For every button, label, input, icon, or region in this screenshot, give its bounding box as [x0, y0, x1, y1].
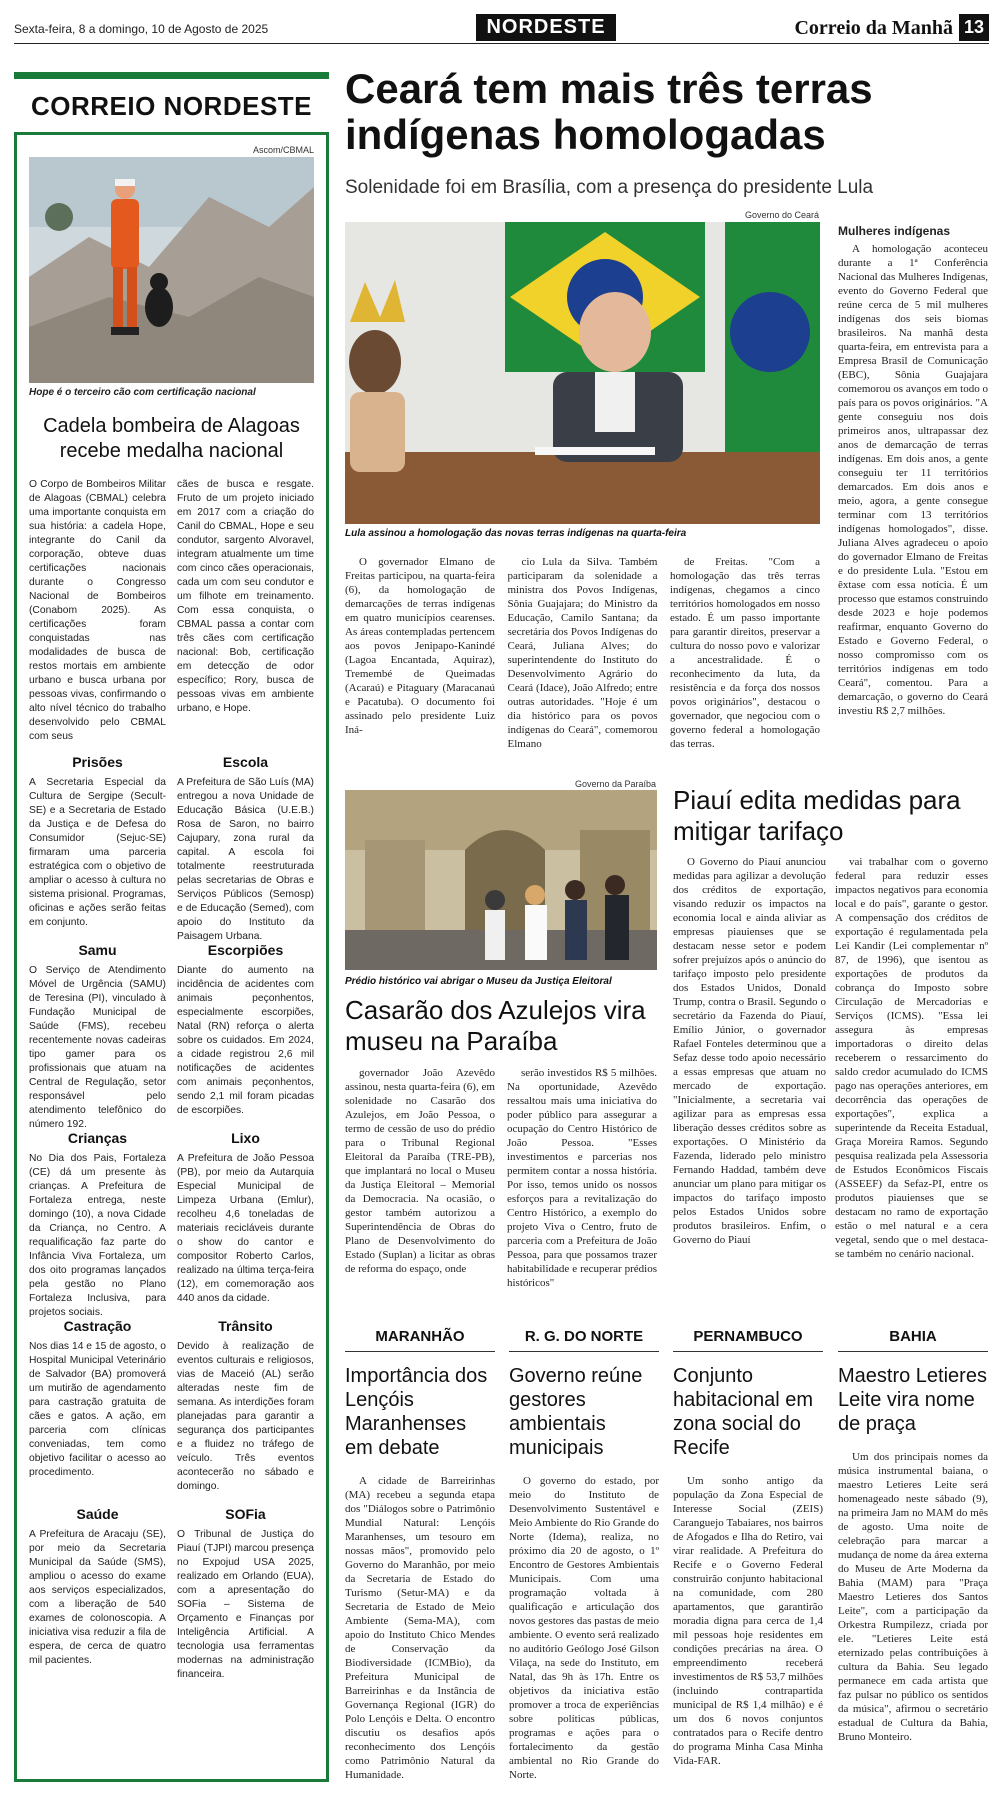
paragraph: governador João Azevêdo assinou, nesta quarta-feira (6), em solenidade no Casarão dos Azulejos, em João Pessoa, o termo de cessão de uso do prédio para o Tribunal Regional Eleitoral da Paraíba (TRE-PB), que implantará no local o Museu da Justiça Eleitoral – Memorial da Democracia. Na ocasião, o gestor também autorizou a Superintendência de Obras do Plano de Desenvolvimento do Estado (Suplan) a licitar as obras de reforma do espaço, onde [345, 1067, 495, 1275]
newspaper-logo: Correio da Manhã [794, 17, 953, 39]
piaui-headline: Piauí edita medidas para mitigar tarifaço [673, 785, 961, 846]
brief-transito [177, 1308, 314, 1496]
photo-caption: Hope é o terceiro cão com certificação nacional [29, 387, 256, 398]
paragraph: de Freitas. "Com a homologação das três terras indígenas, chegamos a cinco territórios homologados em nosso estado. É um passo importante para garantir direitos, preservar a cultura do nosso povo e valorizar a ancestralidade. É o reconhecimento da luta, da resistência e da força dos nossos povos originários", destacou o governador, que negociou com o governo federal a homologação das terras. [670, 556, 820, 750]
brief-criancas [29, 1120, 166, 1318]
brief-title: Lixo [231, 1130, 260, 1146]
sidebar-accent-bar [14, 72, 329, 79]
piaui-body [673, 855, 988, 1318]
sidebar-title: CORREIO NORDESTE [30, 91, 313, 121]
sidebar-headline: Cadela bombeira de Alagoas recebe medalha nacional [43, 415, 300, 462]
main-body-col3 [670, 555, 820, 767]
brief-title: Saúde [76, 1506, 119, 1522]
region-label: MARANHÃO [345, 1328, 495, 1352]
regional-bahia [838, 1328, 988, 1783]
region-headline: Governo reúne gestores ambientais municipais [509, 1365, 643, 1459]
casarao-col2 [507, 1066, 657, 1318]
historic-building-illustration [345, 790, 657, 970]
piaui-col2 [835, 855, 988, 1318]
region-text: O governo do estado, por meio do Instituto de Desenvolvimento Sustentável e Meio Ambiente do Rio Grande do Norte (Idema), realiza, no próximo dia 20 de agosto, o 1º Encontro de Gestores Ambientais Municipais. Com uma programação voltada à qualificação e articulação dos novos gestores das pastas de meio ambiente. O evento será realizado no auditório Geólogo José Gilson Vilaça, na sede do Instituto, em Natal, das 9h às 17h. Entre os objetivos da iniciativa estão promover a troca de experiências sobre políticas públicas, programas e ações para o fortalecimento da gestão ambiental no Rio Grande do Norte. [509, 1475, 660, 1781]
page-header [14, 14, 989, 44]
brief-text: Nos dias 14 e 15 de agosto, o Hospital Municipal Veterinário de Salvador (BA) promoverá um mutirão de agendamento para castração gratuita de cães e gatos. A ação, em parceria com clínicas conveniadas, tem como objetivo facilitar o acesso ao procedimento. [29, 1341, 166, 1478]
brief-saude [29, 1496, 166, 1684]
region-text: A cidade de Barreirinhas (MA) recebeu a segunda etapa dos "Diálogos sobre o Patrimônio Mundial Natural: Lençóis Maranhenses, um tesouro em nossas mãos", promovido pelo Governo do Maranhão, por meio da Secretaria de Estado do Turismo (Setur-MA) e da Secretaria de Estado de Meio Ambiente (Sema-MA), com apoio do Instituto Chico Mendes de Conservação da Biodiversidade (ICMBio), da Prefeitura Municipal de Barreirinhas e da Instância de Governança Regional (IGR) do Polo Lençóis e Delta. O encontro discutiu os desafios após reconhecimento dos Lençóis como Patrimônio Natural da Humanidade. [345, 1475, 495, 1781]
brief-title: SOFia [225, 1506, 266, 1522]
brief-text: Devido à realização de eventos culturais e religiosos, vias de Maceió (AL) serão alteradas neste fim de semana. As interdições foram planejadas para garantir a segurança dos participantes e a fluidez no tráfego de veículo. Três eventos acontecerão no sábado e domingo. [177, 1341, 314, 1492]
brief-lixo [177, 1120, 314, 1308]
brief-text: O Serviço de Atendimento Móvel de Urgência (SAMU) de Teresina (PI), vinculado à Fundação Municipal de Saúde (FMS), recebeu recentemente novas cadeiras tipo gamer para os profissionais que atuam na Central de Regulação, setor responsável pelo atendimento telefônico do número 192. [29, 965, 166, 1130]
brief-title: Crianças [67, 1130, 128, 1146]
brief-row [29, 744, 314, 942]
sidebar-lead-col2: cães de busca e resgate. Fruto de um projeto iniciado em 2017 com a criação do Canil do CBMAL, Hope e seu condutor, sargento Alvoravel, integram atualmente um time com cinco cães operacionais, cada um com seu condutor e um filhote em treinamento. Com essa conquista, o CBMAL passa a contar com três cães com certificação nacional: Bob, certificação em detecção de odor específico; Rory, busca de pessoas vivas em ambiente urbano, e Hope. [177, 479, 314, 714]
photo-credit: Governo do Ceará [745, 210, 820, 220]
casarao-photo [345, 790, 657, 970]
main-subheadline: Solenidade foi em Brasília, com a presença do presidente Lula [345, 177, 874, 198]
casarao-headline: Casarão dos Azulejos vira museu na Paraíba [345, 995, 646, 1056]
regional-maranhao [345, 1328, 495, 1783]
casarao-photo-caption: Prédio histórico vai abrigar o Museu da Justiça Eleitoral [345, 976, 612, 987]
lula-signing-photo [345, 222, 820, 524]
region-headline: Maestro Letieres Leite vira nome de praça [838, 1365, 987, 1435]
region-label: PERNAMBUCO [673, 1328, 823, 1352]
main-body-col2 [508, 555, 658, 767]
main-body [345, 555, 820, 767]
brief-castracao [29, 1308, 166, 1496]
brief-row [29, 1120, 314, 1318]
region-label: R. G. DO NORTE [509, 1328, 659, 1352]
casarao-col1 [345, 1066, 495, 1318]
brief-title: Escola [222, 754, 269, 770]
photo-credit: Ascom/CBMAL [252, 145, 314, 155]
brief-title: Castração [63, 1318, 132, 1334]
brief-text: O Tribunal de Justiça do Piauí (TJPI) marcou presença no Expojud USA 2025, realizado em Orlando (EUA), com a apresentação do SOFia – Sistema de Orçamento e Finanças por Inteligência Artificial. A tecnologia usa ferramentas modernas na administração financeira. [177, 1529, 314, 1680]
brief-text: A Prefeitura de João Pessoa (PB), por meio da Autarquia Especial Municipal de Limpeza Urbana (Emlur), recolheu 4,6 toneladas de materiais recicláveis durante o show do cantor e compositor Roberto Carlos, realizado na última terça-feira (12), em comemoração aos 440 anos da cidade. [177, 1153, 314, 1304]
brief-prisoes [29, 744, 166, 932]
edition-date: Sexta-feira, 8 a domingo, 10 de Agosto de 2025 [14, 22, 269, 36]
sidebar-box [14, 132, 329, 1782]
casarao-body [345, 1066, 657, 1318]
paragraph: O Governo do Piauí anunciou medidas para agilizar a devolução dos créditos de exportação, visando reduzir os impactos na economia local e ainda aliviar as empresas piauienses que se destacam nesse setor e podem sofrer prejuízos após o anúncio do tarifaço imposto pelo presidente dos Estados Unidos, Donald Trump, contra o Brasil. Segundo o secretário da Fazenda do Piauí, Emílio Júnior, o governador Rafael Fonteles determinou que a Sefaz desse todo apoio necessário a essas empresas que atuam no mercado de exportação. "Inicialmente, a secretaria vai agilizar para as empresas essa liberação desses créditos sobre as exportações. O Ministério da Fazenda, liderado pelo ministro Fernando Haddad, também deve anunciar um plano para mitigar os impactos do tarifaço imposto pelos Estados Unidos sobre produtos brasileiros. Enfim, o Governo do Piauí [673, 856, 826, 1246]
main-photo-caption: Lula assinou a homologação das novas terras indígenas na quarta-feira [345, 528, 687, 539]
page-number: 13 [959, 14, 989, 41]
brief-escola [177, 744, 314, 942]
region-label: BAHIA [838, 1328, 988, 1352]
sidebar-correio-nordeste [14, 72, 329, 1782]
brief-row [29, 1308, 314, 1496]
main-headline: Ceará tem mais três terras indígenas homologadas [345, 65, 873, 158]
region-text: Um dos principais nomes da música instrumental baiana, o maestro Letieres Leite será homenageado neste sábado (9), na primeira Jam no MAM do mês de agosto. Uma noite de celebração para marcar a mudança de nome da área externa do Museu de Arte Moderna da Bahia (MAM) para "Praça Maestro Letieres dos Santos Leite", com a participação da Orkestra Rumpilezz, criada por ele. "Letieres Leite está eternizado pelas contribuições à cultura da Bahia. Seu legado permanece em cada artista que faz pulsar no público os sentidos da música", afirmou o secretário estadual de Cultura da Bahia, Bruno Monteiro. [838, 1451, 988, 1743]
brief-text: Diante do aumento na incidência de acidentes com animais peçonhentos, especialmente escorpiões, Natal (RN) reforça o alerta sobre os cuidados. Em 2024, a cidade registrou 2,6 mil notificações de acidentes com animais peçonhentos, sendo 2,1 mil foram picadas de escorpiões. [177, 965, 314, 1116]
brief-text: No Dia dos Pais, Fortaleza (CE) dá um presente às crianças. A Prefeitura de Fortaleza entrega, neste domingo (10), a nova Cidade da Criança, no Centro. A requalificação faz parte do Infância Viva Fortaleza, um dos oito programas lançados pela gestão no Plano Fortaleza Inclusiva, para projetos sociais. [29, 1153, 166, 1318]
brief-text: A Secretaria Especial da Cultura de Sergipe (Secult-SE) e a Secretaria de Estado da Justiça e de Defesa do Consumidor (Sejuc-SE) firmaram uma parceria estratégica com o objetivo de ampliar o acesso à cultura no sistema prisional. Programas, oficinas e ações serão feitas em conjunto. [29, 777, 166, 928]
regional-rn [509, 1328, 659, 1783]
brief-escorpioes [177, 932, 314, 1120]
brief-title: Samu [78, 942, 117, 958]
brief-text: A Prefeitura de São Luís (MA) entregou a nova Unidade de Educação Básica (U.E.B.) Rosa de Saron, no bairro Cajupary, zona rural da capital. A escola foi totalmente reestruturada pelas secretarias de Obras e Serviços Públicos (Semosp) e de Educação (Semed), com apoio do Instituto da Paisagem Urbana. [177, 777, 314, 942]
signing-ceremony-illustration [345, 222, 820, 524]
paragraph: O governador Elmano de Freitas participou, na quarta-feira (6), da homologação de demarcações de terras indígenas em quatro municípios cearenses. As áreas contempladas pertencem aos povos Jenipapo-Kanindé (Lagoa Encantada, Aquiraz), Tremembé de Queimadas (Acaraú) e Pitaguary (Maracanaú e Pacatuba). O documento foi assinado pelo presidente Luiz Iná- [345, 556, 495, 736]
section-label: NORDESTE [476, 14, 616, 41]
brief-title: Prisões [72, 754, 123, 770]
paragraph: serão investidos R$ 5 milhões. Na oportunidade, Azevêdo ressaltou mais uma iniciativa do poder público para assegurar a ocupação do Centro Histórico de João Pessoa. "Esses investimentos e parcerias nos permitem contar a nossa história. Por isso, temos unido os nossos esforços para a revitalização do Centro Histórico, a exemplo do projeto Viva o Centro, fruto de parceria com a Prefeitura de João Pessoa, para que possamos trazer habitabilidade e recuperar prédios históricos" [507, 1067, 657, 1289]
brief-text: A Prefeitura de Aracaju (SE), por meio da Secretaria Municipal da Saúde (SMS), ampliou o acesso do exame aos serviços especializados, com a liberação de 540 exames de colonoscopia. A iniciativa visa reduzir a fila de espera, de cerca de quatro mil pacientes. [29, 1529, 166, 1666]
region-headline: Conjunto habitacional em zona social do Recife [673, 1365, 814, 1459]
photo-credit: Governo da Paraíba [575, 779, 657, 789]
region-headline: Importância dos Lençóis Maranhenses em debate [345, 1365, 488, 1459]
sidebar-lead-col1: O Corpo de Bombeiros Militar de Alagoas (CBMAL) celebra uma importante conquista em sua história: a cadela Hope, integrante do Canil da corporação, obteve duas certificações nacionais durante o Congresso Nacional de Bombeiros (Conabom 2025). As certificações foram conquistadas nas modalidades de busca de restos mortais em ambiente urbano e busca urbana por pessoas vivas, confirmando o alto nível técnico do trabalho desenvolvido pelo CBMAL com seus [29, 479, 166, 742]
brief-row [29, 1496, 314, 1684]
brief-title: Trânsito [218, 1318, 273, 1334]
column-text: A homologação aconteceu durante a 1ª Conferência Nacional das Mulheres Indígenas, evento do Governo Federal que reúne cerca de 5 mil mulheres indígenas dos seis biomas brasileiros. Na manhã desta quarta-feira, em entrevista para a Empresa Brasil de Comunicação (EBC), Sônia Guajajara comemorou os avanços em todo o país para os povos originários. "A gente conseguiu nos dois primeiros anos, ultrapassar dez anos de demarcação de terras indígenas. Em dois anos, a gente conseguiu ter 11 territórios demarcados. Em dois anos e meio, agora, a gente consegue terminar com 13 territórios indígenas homologados", disse. Juliana Alves agradeceu o apoio do governador Elmano de Freitas e do presidente Lula. "Estou em êxtase com essa notícia. É um processo que estamos construindo desde 2023 e hoje podemos reafirmar, enquanto Governo do Estado e Governo Federal, o nosso compromisso com os territórios indígenas em todo Ceará", comentou. Para a demarcação, o governo do Ceará investiu R$ 2,7 milhões. [838, 243, 988, 717]
firefighter-dog-illustration [29, 157, 314, 383]
brief-sofia [177, 1496, 314, 1684]
brief-title: Escorpiões [207, 942, 284, 958]
sidebar-lead [29, 478, 314, 744]
mulheres-indigenas-column [838, 224, 988, 774]
regional-pernambuco [673, 1328, 823, 1783]
main-body-col1 [345, 555, 495, 767]
brief-samu [29, 932, 166, 1130]
piaui-col1 [673, 855, 826, 1318]
firefighter-dog-photo [29, 157, 314, 383]
paragraph: vai trabalhar com o governo federal para reduzir esses impactos negativos para economia local e do país", garante o gestor. A compensação dos créditos de exportação é regulamentada pela Lei Kandir (Lei complementar nº 87, de 1996), que isentou as exportações de produtos da cobrança do Imposto sobre Circulação de Mercadorias e Serviços (ICMS). "Essa lei assegura às empresas importadoras o direito delas receberem o ressarcimento do saldo credor acumulado do ICMS pago nas operações anteriores, em decorrência das operações de exportações", explica a superintende da Receita Estadual, Graça Moreira Ramos. Segundo pesquisa realizada pela Assessoria de Estudos Econômicos Fiscais (ASSEEF) da Sefaz-PI, entre os produtos piauienses que se destacam no ramo de exportação estão o mel natural e a cera vegetal, sendo que o mel destaca-se também no cenário nacional. [835, 856, 988, 1260]
brief-row [29, 932, 314, 1130]
column-subheading: Mulheres indígenas [838, 224, 951, 238]
region-text: Um sonho antigo da população da Zona Especial de Interesse Social (ZEIS) Caranguejo Tabaiares, nos bairros de Afogados e Ilha do Retiro, vai virar realidade. A Prefeitura do Recife e o Governo Federal construirão conjunto habitacional na comunidade, com 280 apartamentos, que garantirão moradia digna para cerca de 1,4 mil pessoas hoje residentes em condições precárias na área. O empreendimento receberá investimentos de R$ 53,7 milhões (incluindo contrapartida municipal de R$ 1,4 milhão) e é um dos 6 novos conjuntos contratados para o Recife dentro do programa Minha Casa Minha Vida-FAR. [673, 1475, 823, 1767]
paragraph: cio Lula da Silva. Também participaram da solenidade a ministra dos Povos Indígenas, Sônia Guajajara; do Ministro da Educação, Camilo Santana; da secretária dos Povos Indígenas do Ceará, Juliana Alves; do superintendente do Instituto do Desenvolvimento Agrário do Ceará (Idace), João Alfredo; entre outras autoridades. "Hoje é um dia histórico para os povos indígenas do Ceará", comemorou Elmano [507, 556, 658, 750]
